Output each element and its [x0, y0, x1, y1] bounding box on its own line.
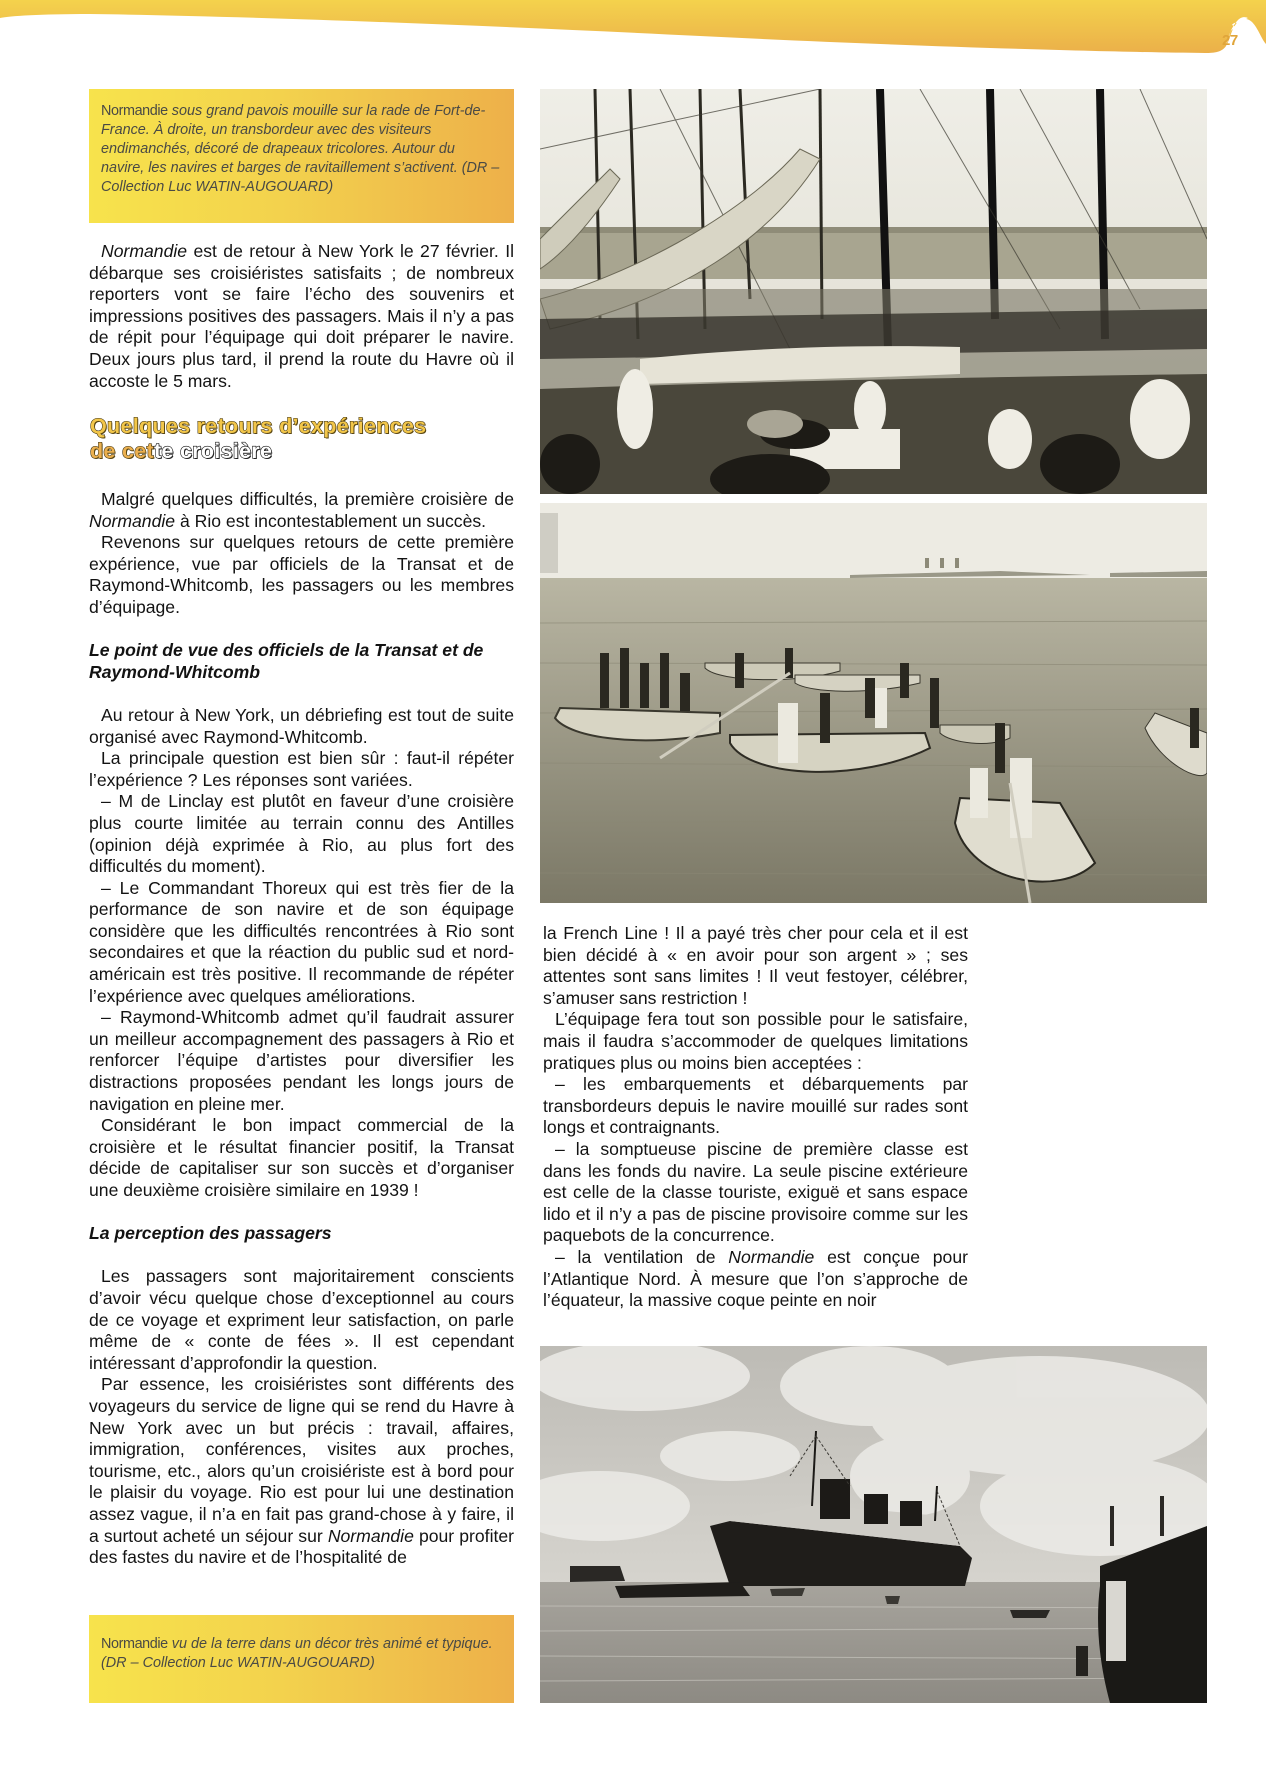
subheading-officiels: Le point de vue des officiels de la Transat et de Raymond-Whitcomb [89, 640, 484, 682]
paragraph-piscine: – la somptueuse piscine de première classe est dans les fonds du navire. La seule piscine extérieure est celle de la classe touriste, exiguë et sans espace lido et il n’y a pas de piscine provisoire comme sur les paquebots de la concurrence. [543, 1138, 968, 1246]
section-heading: Quelques retours d’expériences de cette croisière [90, 414, 510, 464]
paragraph-raymond-whitcomb: – Raymond-Whitcomb admet qu’il faudrait assurer un meilleur accompagnement des passagers à Rio et renforcer l’équipe d’artistes pour diversifier les distractions proposées pendant les longs jours de navigation en pleine mer. [89, 1007, 514, 1114]
caption-ship-name: Normandie [101, 103, 168, 119]
right-column-body [543, 923, 968, 1312]
paragraph-equipage: L’équipage fera tout son possible pour le satisfaire, mais il faudra s’accommoder de quelques limitations pratiques plus ou moins bien acceptées : [543, 1009, 968, 1073]
paragraph-success: Malgré quelques difficultés, la première croisière de Normandie à Rio est incontestablement un succès. [89, 489, 514, 531]
photo-normandie-liner [540, 1346, 1207, 1703]
subheading-passagers: La perception des passagers [89, 1223, 332, 1244]
left-column-body [89, 489, 514, 1569]
page-number: 27 [1222, 32, 1238, 49]
paragraph-linclay: – M de Linclay est plutôt en faveur d’une croisière plus courte limitée au terrain connu des Antilles (opinion déjà exprimée à Rio, au plus fort des difficultés du moment). [89, 791, 514, 877]
ship-name: Normandie [101, 241, 188, 261]
paragraph-thoreux: – Le Commandant Thoreux qui est très fier de la performance de son navire et de son équipage considère que les difficultés rencontrées à Rio sont secondaires et que la réaction du public sud et nord-américain est très positive. Il recommande de répéter l’expérience avec quelques améliorations. [89, 877, 514, 1006]
photo-sailboats-quay [540, 89, 1207, 494]
paragraph-embarquements: – les embarquements et débarquements par transbordeurs depuis le navire mouillé sur rades sont longs et contraignants. [543, 1074, 968, 1138]
paragraph-ventilation: – la ventilation de Normandie est conçue pour l’Atlantique Nord. À mesure que l’on s’approche de l’équateur, la massive coque peinte en noir [543, 1246, 968, 1311]
section-heading-line1: Quelques retours d’expériences [90, 414, 427, 438]
paragraph-passagers: Les passagers sont majoritairement conscients d’avoir vécu quelque chose d’exceptionnel au cours de ce voyage et expriment leur satisfaction, on parle même de « conte de fées ». Il est cependant intéressant d’approfondir la question. [89, 1266, 514, 1373]
caption-top [89, 89, 514, 223]
paragraph-considerant: Considérant le bon impact commercial de la croisière et le résultat financier positif, la Transat décide de capitaliser sur son succès et d’organiser une deuxième croisière similaire en 1939 ! [89, 1115, 514, 1200]
caption-text: vu de la terre dans un décor très animé et typique. (DR – Collection Luc WATIN-AUGOUARD) [101, 1636, 493, 1671]
paragraph-retour-new-york: Normandie est de retour à New York le 27 février. Il débarque ses croisiéristes satisfaits ; de nombreux reporters vont se faire l’écho des souvenirs et impressions positives des passagers. Mais il n’y a pas de répit pour l’équipage qui doit préparer le navire. Deux jours plus tard, il prend la route du Havre où il accoste le 5 mars. [89, 241, 514, 391]
caption-text: sous grand pavois mouille sur la rade de Fort-de-France. À droite, un transbordeur avec des visiteurs endimanchés, décoré de drapeaux tricolores. Autour du navire, les navires et barges de ravitaillement s’activent. (DR – Collection Luc WATIN-AUGOUARD) [101, 103, 500, 195]
caption-ship-name: Normandie [101, 1636, 168, 1652]
paragraph-retour-debriefing: Au retour à New York, un débriefing est tout de suite organisé avec Raymond-Whitcomb. [89, 704, 514, 747]
paragraph-revenons: Revenons sur quelques retours de cette première expérience, vue par officiels de la Transat et de Raymond-Whitcomb, les passagers ou les membres d’équipage. [89, 532, 514, 617]
paragraph-french-line: la French Line ! Il a payé très cher pour cela et il est bien décidé à « en avoir pour son argent » ; ses attentes sont sans limites ! Il veut festoyer, célébrer, s’amuser sans restriction ! [543, 923, 968, 1008]
header-wave-banner [0, 0, 1266, 60]
photo-transbordeurs-boats [540, 503, 1207, 903]
left-column-intro [89, 241, 514, 392]
paragraph-essence: Par essence, les croisiéristes sont différents des voyageurs du service de ligne qui se rend du Havre à New York avec un but précis : travail, affaires, immigration, conférences, visites aux proches, tourisme, etc., alors qu’un croisiériste est à bord pour le plaisir du voyage. Rio est pour lui une destination assez vague, il n’a en fait pas grand-chose à y faire, il a surtout acheté un séjour sur Normandie pour profiter des fastes du navire et de l’hospitalité de [89, 1374, 515, 1568]
caption-bottom [89, 1615, 514, 1703]
paragraph-question: La principale question est bien sûr : faut-il répéter l’expérience ? Les réponses sont variées. [89, 748, 514, 790]
